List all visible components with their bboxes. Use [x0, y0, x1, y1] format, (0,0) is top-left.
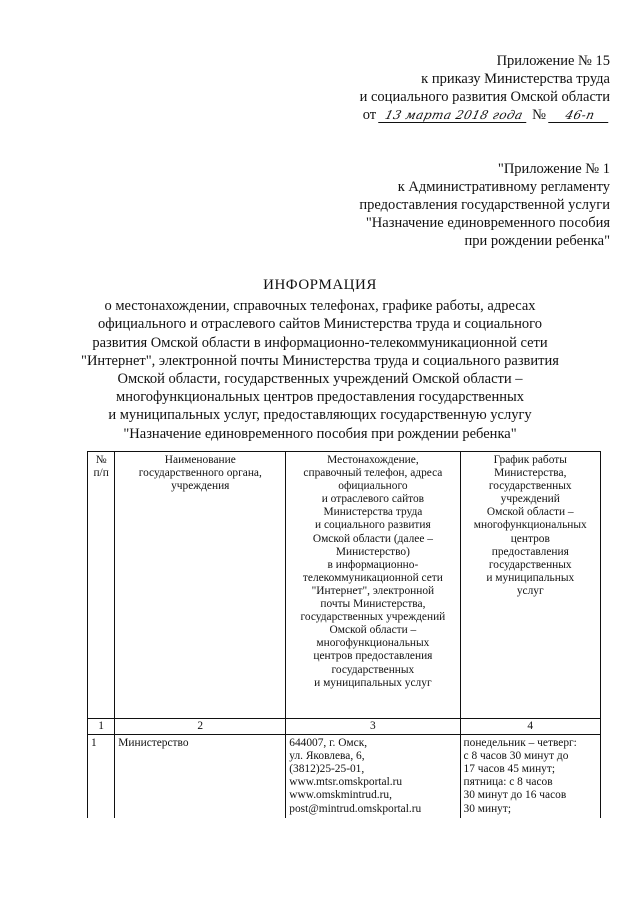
cell-line: центров — [510, 532, 550, 545]
cell-line: государственного органа, — [138, 467, 262, 480]
header-cell-name — [115, 452, 286, 719]
title-line: "Интернет", электронной почты Министерства труда и социального развития — [81, 352, 559, 369]
cell-line: центров предоставления — [313, 650, 433, 663]
cell-line: понедельник – четверг: — [463, 737, 577, 750]
row-number: 1 — [88, 735, 115, 818]
cell-line: Омской области – — [329, 624, 417, 637]
cell-line: многофункциональных — [473, 519, 587, 532]
row-name: Министерство — [115, 735, 286, 818]
header-cell-schedule — [460, 452, 600, 719]
regulation-line: к Административному регламенту — [397, 179, 610, 195]
title-line: официального и отраслевого сайтов Министерства труда и социального — [97, 316, 542, 333]
handwritten-number: 46-п — [548, 108, 612, 123]
document-title-block — [60, 276, 580, 443]
appendix-number: Приложение № 15 — [496, 53, 610, 69]
cell-line: и отраслевого сайтов — [321, 493, 425, 506]
order-reference: к приказу Министерства труда — [421, 71, 610, 87]
cell-line: График работы — [493, 454, 567, 466]
title-line: о местонахождении, справочных телефонах, графике работы, адресах — [104, 298, 536, 315]
cell-line: 30 минут; — [463, 802, 512, 815]
row-schedule — [460, 735, 600, 818]
title-line: и муниципальных услуг, предоставляющих государственную услугу — [108, 407, 532, 424]
header-cell-address — [286, 452, 460, 719]
cell-line: государственных — [488, 480, 572, 493]
cell-line: post@mintrud.omskportal.ru — [289, 802, 422, 815]
cell-line: государственных — [331, 663, 415, 676]
column-number: 4 — [460, 719, 600, 735]
regulation-line: "Назначение единовременного пособия — [365, 215, 610, 231]
cell-line: Наименование — [164, 454, 236, 466]
cell-line: и муниципальных услуг — [314, 676, 432, 689]
header-cell-number — [88, 452, 115, 719]
cell-line: государственных — [488, 558, 572, 571]
cell-line: 644007, г. Омск, — [289, 737, 368, 750]
column-number: 3 — [286, 719, 460, 735]
regulation-line: предоставления государственной услуги — [359, 197, 610, 213]
cell-line: "Интернет", электронной — [311, 584, 435, 597]
cell-line: п/п — [93, 467, 109, 480]
table-row — [88, 735, 601, 818]
number-label: № — [532, 107, 546, 123]
row-address — [286, 735, 460, 818]
cell-line: www.mtsr.omskportal.ru — [289, 776, 403, 789]
order-appendix-block — [280, 52, 610, 124]
title-line: развития Омской области в информационно-телекоммуникационной сети — [92, 334, 548, 351]
cell-line: Омской области (далее – — [312, 532, 433, 545]
cell-line: Местонахождение, — [327, 454, 419, 466]
cell-line: в информационно- — [327, 558, 419, 571]
regulation-appendix-block — [280, 160, 610, 250]
cell-line: телекоммуникационной сети — [302, 571, 443, 584]
title-line: Омской области, государственных учреждений Омской области – — [117, 371, 523, 388]
cell-line: и муниципальных — [486, 571, 575, 584]
cell-line: № — [95, 454, 107, 466]
order-date-line — [280, 106, 610, 124]
cell-line: www.omskmintrud.ru, — [289, 789, 392, 802]
cell-line: многофункциональных — [316, 637, 430, 650]
column-number-row — [88, 719, 601, 735]
ministry-name: и социального развития Омской области — [359, 89, 610, 105]
cell-line: почты Министерства, — [320, 598, 426, 611]
cell-line: ул. Яковлева, 6, — [289, 750, 365, 763]
cell-line: услуг — [516, 584, 544, 597]
cell-line: Министерство) — [335, 545, 410, 558]
regulation-line: "Приложение № 1 — [497, 161, 610, 177]
cell-line: пятница: с 8 часов — [463, 776, 553, 789]
cell-line: с 8 часов 30 минут до — [463, 750, 569, 763]
cell-line: 17 часов 45 минут; — [463, 763, 556, 776]
info-table — [87, 451, 601, 818]
title-line: "Назначение единовременного пособия при рождении ребенка" — [123, 425, 517, 442]
title-line: многофункциональных центров предоставления государственных — [116, 389, 524, 406]
regulation-line: при рождении ребенка" — [464, 233, 610, 249]
cell-line: официального — [338, 480, 408, 493]
cell-line: 30 минут до 16 часов — [463, 789, 567, 802]
cell-line: (3812)25-25-01, — [289, 763, 365, 776]
column-number: 1 — [88, 719, 115, 735]
cell-line: Министерства, — [494, 467, 567, 480]
cell-line: Омской области – — [486, 506, 574, 519]
handwritten-date: 13 марта 2018 года — [378, 108, 530, 123]
cell-line: учреждений — [500, 493, 560, 506]
cell-line: учреждения — [171, 480, 230, 493]
date-prefix: от — [362, 107, 377, 123]
cell-line: предоставления — [491, 545, 569, 558]
column-number: 2 — [115, 719, 286, 735]
cell-line: Министерства труда — [323, 506, 423, 519]
cell-line: справочный телефон, адреса — [303, 467, 443, 480]
cell-line: государственных учреждений — [300, 611, 446, 624]
table-header-row — [88, 452, 601, 719]
cell-line: и социального развития — [315, 519, 431, 532]
document-heading: ИНФОРМАЦИЯ — [263, 277, 377, 293]
